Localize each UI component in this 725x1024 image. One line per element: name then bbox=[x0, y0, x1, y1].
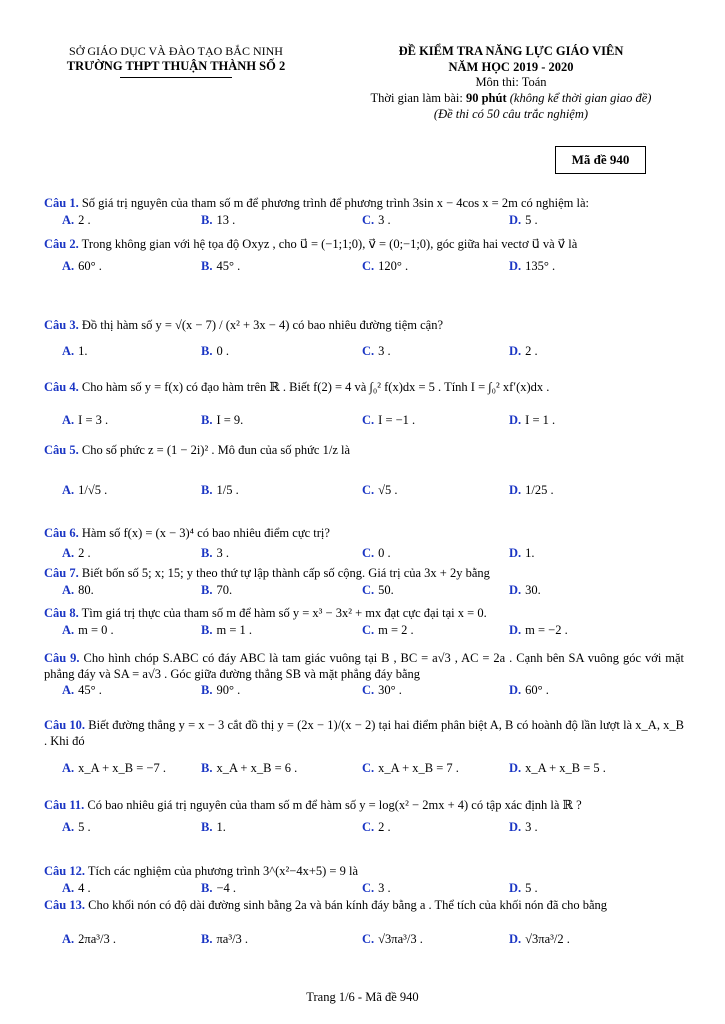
time-limit bbox=[326, 91, 696, 107]
question-stem bbox=[44, 898, 684, 914]
option-a[interactable]: A. 45° . bbox=[62, 683, 102, 698]
option-a[interactable]: A. 2πa³/3 . bbox=[62, 931, 116, 946]
question-11 bbox=[44, 798, 684, 837]
options-row bbox=[44, 932, 684, 949]
option-d[interactable]: D. 1/25 . bbox=[509, 482, 554, 497]
exam-info-block bbox=[326, 44, 696, 122]
option-b[interactable]: B. 3 . bbox=[201, 545, 229, 560]
question-number: Câu 4. bbox=[44, 380, 79, 394]
options-row bbox=[44, 413, 684, 430]
question-stem bbox=[44, 718, 684, 749]
options-row bbox=[44, 683, 684, 700]
question-stem bbox=[44, 443, 684, 459]
option-c[interactable]: C. I = −1 . bbox=[362, 412, 416, 427]
question-stem bbox=[44, 566, 684, 582]
question-stem bbox=[44, 237, 684, 253]
option-c[interactable]: C. 3 . bbox=[362, 212, 391, 227]
option-a[interactable]: A. I = 3 . bbox=[62, 412, 109, 427]
exam-code-box: Mã đề 940 bbox=[555, 146, 646, 174]
options-row bbox=[44, 761, 684, 778]
question-number: Câu 10. bbox=[44, 718, 86, 732]
time-note: (không kể thời gian giao đề) bbox=[506, 90, 652, 105]
question-number: Câu 8. bbox=[44, 606, 79, 620]
question-text: Biết đường thẳng y = x − 3 cắt đồ thị y = (2x − 1)/(x − 2) tại hai điểm phân biệt A, B có hoành độ lần lượt là x_A, x_B . Khi đó bbox=[44, 718, 684, 748]
option-c[interactable]: C. 50. bbox=[362, 582, 394, 597]
question-7 bbox=[44, 566, 684, 600]
question-13 bbox=[44, 898, 684, 949]
options-row bbox=[44, 344, 684, 361]
exam-title: ĐỀ KIỂM TRA NĂNG LỰC GIÁO VIÊN bbox=[398, 44, 624, 58]
options-row bbox=[44, 213, 684, 230]
options-row bbox=[44, 259, 684, 276]
options-row bbox=[44, 583, 684, 600]
option-a[interactable]: A. 60° . bbox=[62, 258, 102, 273]
option-b[interactable]: B. x_A + x_B = 6 . bbox=[201, 761, 298, 776]
option-c[interactable]: C. 3 . bbox=[362, 880, 391, 895]
option-d[interactable]: D. 2 . bbox=[509, 343, 538, 358]
option-b[interactable]: B. I = 9. bbox=[201, 412, 244, 427]
question-number: Câu 5. bbox=[44, 443, 79, 457]
school-year: NĂM HỌC 2019 - 2020 bbox=[448, 59, 574, 74]
option-d[interactable]: D. 3 . bbox=[509, 819, 538, 834]
question-text: Cho khối nón có độ dài đường sinh bằng 2a và bán kính đáy bằng a . Thể tích của khối nón đã cho bằng bbox=[84, 898, 608, 912]
option-a[interactable]: A. x_A + x_B = −7 . bbox=[62, 761, 166, 776]
option-d[interactable]: D. 135° . bbox=[509, 258, 556, 273]
option-b[interactable]: B. m = 1 . bbox=[201, 622, 252, 637]
question-5 bbox=[44, 443, 684, 500]
header-divider bbox=[120, 77, 232, 78]
option-c[interactable]: C. √3πa³/3 . bbox=[362, 931, 423, 946]
question-3 bbox=[44, 318, 684, 361]
department-name: SỞ GIÁO DỤC VÀ ĐÀO TẠO BẮC NINH bbox=[69, 44, 283, 58]
question-number: Câu 3. bbox=[44, 318, 79, 332]
question-1 bbox=[44, 196, 684, 230]
option-b[interactable]: B. 45° . bbox=[201, 258, 241, 273]
question-number: Câu 12. bbox=[44, 864, 85, 878]
question-text: Đồ thị hàm số y = √(x − 7) / (x² + 3x − 4) có bao nhiêu đường tiệm cận? bbox=[78, 318, 444, 332]
option-d[interactable]: D. x_A + x_B = 5 . bbox=[509, 761, 606, 776]
question-number: Câu 2. bbox=[44, 237, 79, 251]
question-text: Cho hình chóp S.ABC có đáy ABC là tam giác vuông tại B , BC = a√3 , AC = 2a . Cạnh bên SA vuông góc với mặt phẳng đáy và SA = a√3 . Góc giữa đường thẳng SB và mặt phẳng đáy bằng bbox=[44, 651, 685, 681]
question-stem bbox=[44, 196, 684, 212]
question-12 bbox=[44, 864, 684, 898]
option-b[interactable]: B. 90° . bbox=[201, 683, 241, 698]
option-a[interactable]: A. 1/√5 . bbox=[62, 482, 108, 497]
question-stem bbox=[44, 606, 684, 622]
question-number: Câu 6. bbox=[44, 526, 79, 540]
question-text: Tích các nghiệm của phương trình 3^(x²−4x+5) = 9 là bbox=[84, 864, 359, 878]
question-6 bbox=[44, 526, 684, 563]
school-name: TRƯỜNG THPT THUẬN THÀNH SỐ 2 bbox=[66, 59, 286, 73]
option-d[interactable]: D. 5 . bbox=[509, 880, 538, 895]
option-d[interactable]: D. 5 . bbox=[509, 212, 538, 227]
question-stem bbox=[44, 526, 684, 542]
options-row bbox=[44, 483, 684, 500]
question-count: (Đề thi có 50 câu trắc nghiệm) bbox=[433, 106, 589, 121]
option-a[interactable]: A. m = 0 . bbox=[62, 622, 114, 637]
question-10 bbox=[44, 718, 684, 778]
question-number: Câu 11. bbox=[44, 798, 85, 812]
option-b[interactable]: B. −4 . bbox=[201, 880, 237, 895]
option-a[interactable]: A. 80. bbox=[62, 582, 94, 597]
question-text: Có bao nhiêu giá trị nguyên của tham số m để hàm số y = log(x² − 2mx + 4) có tập xác định là ℝ ? bbox=[84, 798, 582, 812]
option-b[interactable]: B. 1. bbox=[201, 819, 226, 834]
question-8 bbox=[44, 606, 684, 640]
question-stem bbox=[44, 798, 684, 814]
option-c[interactable]: C. 3 . bbox=[362, 343, 391, 358]
option-b[interactable]: B. 0 . bbox=[201, 343, 229, 358]
question-text: Cho số phức z = (1 − 2i)² . Mô đun của số phức 1/z là bbox=[78, 443, 351, 457]
option-c[interactable]: C. x_A + x_B = 7 . bbox=[362, 761, 459, 776]
question-stem bbox=[44, 651, 684, 682]
question-2 bbox=[44, 237, 684, 276]
question-number: Câu 13. bbox=[44, 898, 85, 912]
option-a[interactable]: A. 5 . bbox=[62, 819, 91, 834]
question-text: Cho hàm số y = f(x) có đạo hàm trên ℝ . Biết f(2) = 4 và ∫₀² f(x)dx = 5 . Tính I = ∫₀² xf′(x)dx . bbox=[78, 380, 550, 394]
option-a[interactable]: A. 2 . bbox=[62, 212, 91, 227]
option-b[interactable]: B. πa³/3 . bbox=[201, 931, 249, 946]
question-text: Tìm giá trị thực của tham số m để hàm số y = x³ − 3x² + mx đạt cực đại tại x = 0. bbox=[78, 606, 487, 620]
subject: Môn thi: Toán bbox=[475, 75, 547, 90]
question-number: Câu 9. bbox=[44, 651, 80, 665]
option-c[interactable]: C. 30° . bbox=[362, 683, 402, 698]
option-b[interactable]: B. 70. bbox=[201, 582, 233, 597]
option-c[interactable]: C. m = 2 . bbox=[362, 622, 414, 637]
exam-header bbox=[0, 44, 725, 134]
option-a[interactable]: A. 2 . bbox=[62, 545, 91, 560]
question-stem bbox=[44, 380, 684, 396]
option-d[interactable]: D. 1. bbox=[509, 545, 535, 560]
question-text: Biết bốn số 5; x; 15; y theo thứ tự lập thành cấp số cộng. Giá trị của 3x + 2y bằng bbox=[78, 566, 490, 580]
question-text: Số giá trị nguyên của tham số m để phương trình để phương trình 3sin x − 4cos x = 2m có nghiệm là: bbox=[78, 196, 589, 210]
question-9 bbox=[44, 651, 684, 700]
option-c[interactable]: C. 120° . bbox=[362, 258, 409, 273]
options-row bbox=[44, 623, 684, 640]
question-text: Trong không gian với hệ tọa độ Oxyz , cho u⃗ = (−1;1;0), v⃗ = (0;−1;0), góc giữa hai vectơ u⃗ và v⃗ là bbox=[78, 237, 578, 251]
page-footer: Trang 1/6 - Mã đề 940 bbox=[306, 990, 419, 1004]
option-c[interactable]: C. 2 . bbox=[362, 819, 391, 834]
option-c[interactable]: C. 0 . bbox=[362, 545, 391, 560]
options-row bbox=[44, 881, 684, 898]
question-4 bbox=[44, 380, 684, 430]
time-value: 90 phút bbox=[465, 90, 507, 105]
option-d[interactable]: D. 30. bbox=[509, 582, 541, 597]
option-b[interactable]: B. 1/5 . bbox=[201, 482, 239, 497]
school-block bbox=[32, 44, 320, 78]
option-c[interactable]: C. √5 . bbox=[362, 482, 398, 497]
options-row bbox=[44, 546, 684, 563]
time-prefix: Thời gian làm bài: bbox=[370, 90, 466, 105]
options-row bbox=[44, 820, 684, 837]
question-text: Hàm số f(x) = (x − 3)⁴ có bao nhiêu điểm cực trị? bbox=[78, 526, 330, 540]
question-number: Câu 7. bbox=[44, 566, 79, 580]
option-b[interactable]: B. 13 . bbox=[201, 212, 236, 227]
option-d[interactable]: D. m = −2 . bbox=[509, 622, 568, 637]
option-d[interactable]: D. 60° . bbox=[509, 683, 549, 698]
question-number: Câu 1. bbox=[44, 196, 79, 210]
question-stem bbox=[44, 318, 684, 334]
question-stem bbox=[44, 864, 684, 880]
option-a[interactable]: A. 4 . bbox=[62, 880, 91, 895]
option-a[interactable]: A. 1. bbox=[62, 343, 88, 358]
option-d[interactable]: D. I = 1 . bbox=[509, 412, 556, 427]
option-d[interactable]: D. √3πa³/2 . bbox=[509, 931, 570, 946]
